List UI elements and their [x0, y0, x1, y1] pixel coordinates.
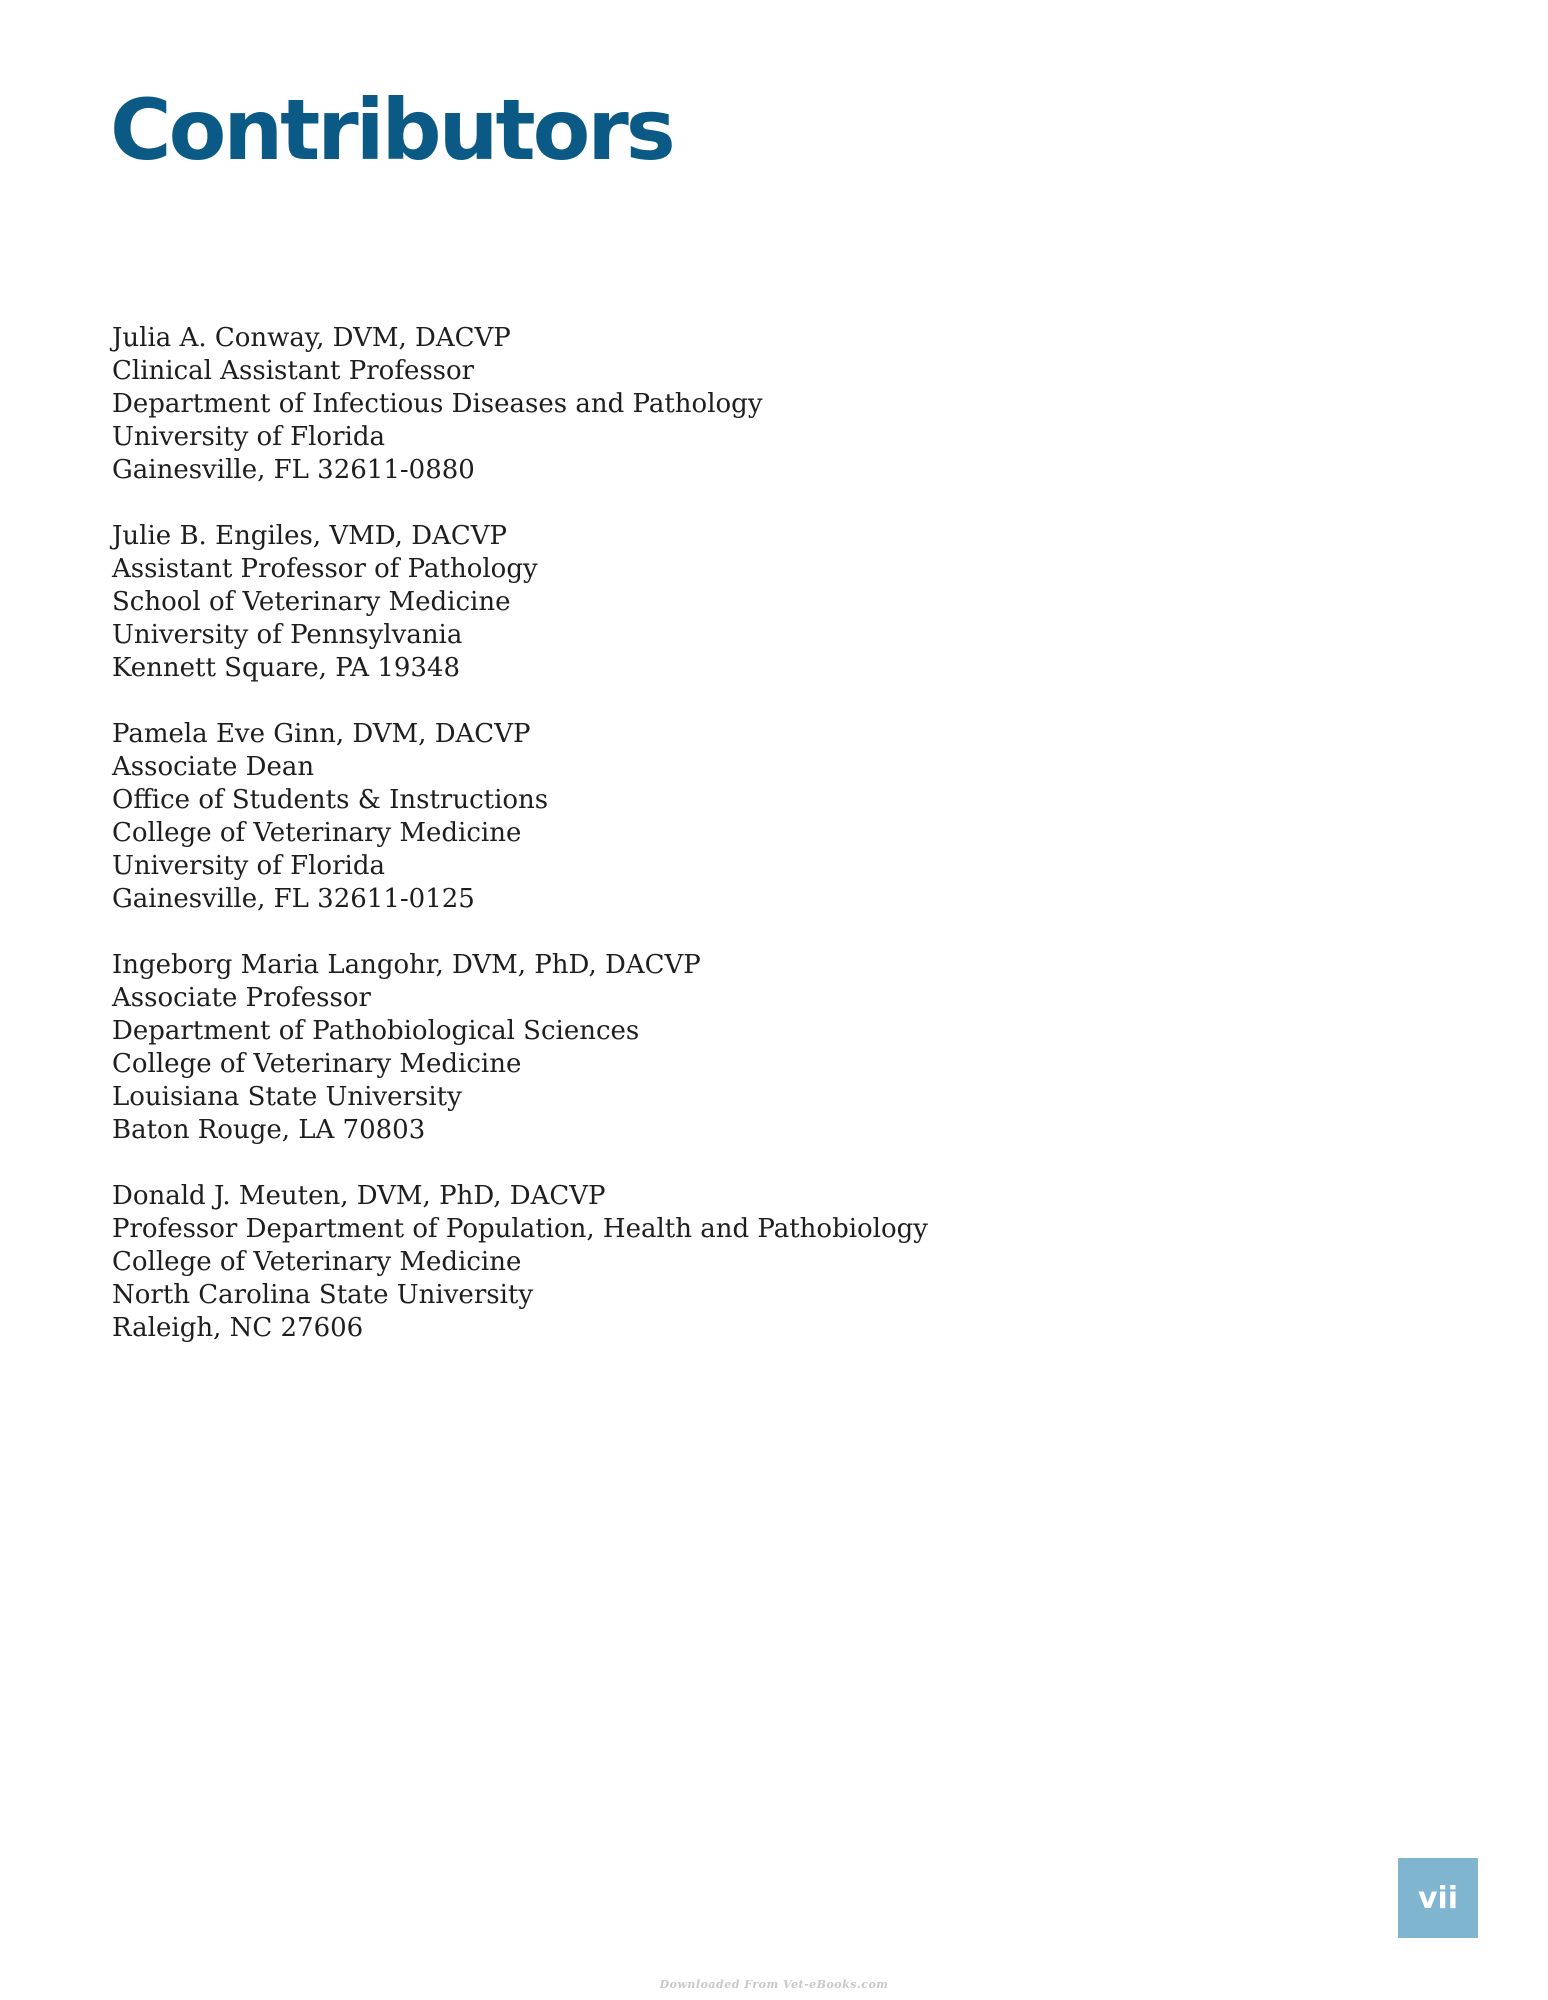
- contributor-affiliation-line: Associate Dean: [112, 752, 315, 782]
- page-number: vii: [1417, 1880, 1459, 1916]
- contributor-affiliation-line: Professor Department of Population, Health and Pathobiology: [112, 1214, 928, 1244]
- contributor-address-line: Gainesville, FL 32611-0880: [112, 455, 475, 485]
- contributor-name: Pamela Eve Ginn, DVM, DACVP: [112, 719, 531, 749]
- contributor-affiliation-line: Associate Professor: [112, 983, 371, 1013]
- contributor-address-line: Raleigh, NC 27606: [112, 1313, 364, 1343]
- contributor-affiliation-line: Louisiana State University: [112, 1082, 462, 1112]
- page-title: Contributors: [110, 81, 673, 179]
- contributor-affiliation-line: University of Pennsylvania: [112, 620, 463, 650]
- contributor-affiliation-line: Department of Pathobiological Sciences: [112, 1016, 640, 1046]
- contributor-name: Julia A. Conway, DVM, DACVP: [112, 323, 511, 353]
- contributor-affiliation-line: Clinical Assistant Professor: [112, 356, 475, 386]
- contributor-affiliation-line: Assistant Professor of Pathology: [112, 554, 538, 584]
- contributor-affiliation-line: University of Florida: [112, 851, 385, 881]
- contributor-list: [112, 322, 1212, 1378]
- contributor-name: Donald J. Meuten, DVM, PhD, DACVP: [112, 1181, 606, 1211]
- contributor-entry: [112, 949, 1212, 1147]
- contributor-affiliation-line: College of Veterinary Medicine: [112, 818, 522, 848]
- page-number-badge: [1398, 1858, 1478, 1938]
- contributor-affiliation-line: Office of Students & Instructions: [112, 785, 549, 815]
- contributor-affiliation-line: School of Veterinary Medicine: [112, 587, 511, 617]
- contributor-entry: [112, 520, 1212, 685]
- contributor-affiliation-line: North Carolina State University: [112, 1280, 534, 1310]
- contributor-name: Julie B. Engiles, VMD, DACVP: [112, 521, 507, 551]
- contributor-address-line: Kennett Square, PA 19348: [112, 653, 461, 683]
- contributor-entry: [112, 718, 1212, 916]
- contributor-affiliation-line: University of Florida: [112, 422, 385, 452]
- contributor-address-line: Gainesville, FL 32611-0125: [112, 884, 475, 914]
- contributor-affiliation-line: College of Veterinary Medicine: [112, 1247, 522, 1277]
- contributor-address-line: Baton Rouge, LA 70803: [112, 1115, 426, 1145]
- contributor-affiliation-line: Department of Infectious Diseases and Pathology: [112, 389, 763, 419]
- contributor-name: Ingeborg Maria Langohr, DVM, PhD, DACVP: [112, 950, 701, 980]
- contributor-affiliation-line: College of Veterinary Medicine: [112, 1049, 522, 1079]
- download-watermark: Downloaded From Vet-eBooks.com: [659, 1978, 889, 1991]
- contributor-entry: [112, 1180, 1212, 1345]
- contributor-entry: [112, 322, 1212, 487]
